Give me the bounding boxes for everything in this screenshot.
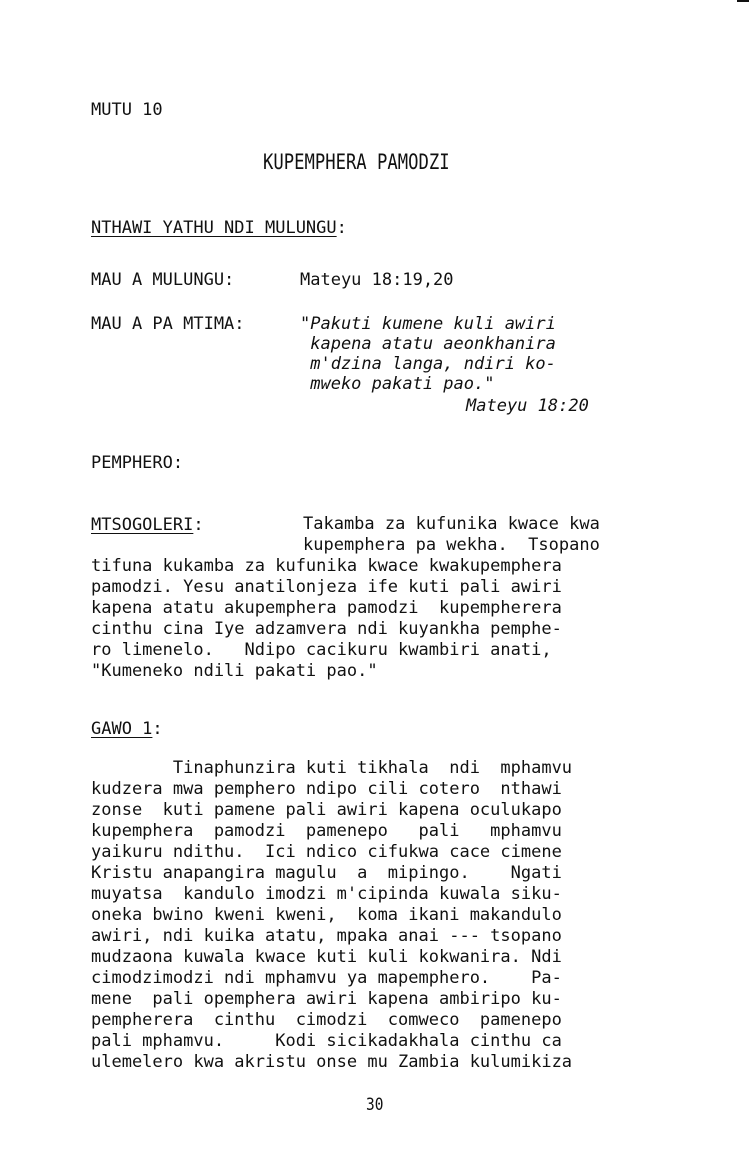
memory-verse-reference: Mateyu 18:20 (466, 396, 589, 416)
paragraph-line: kupemphera pa wekha. Tsopano (303, 535, 600, 555)
paragraph-line: Kristu anapangira magulu a mipingo. Ngati (91, 863, 562, 883)
quote-line: mweko pakati pao." (300, 374, 495, 394)
paragraph-line: pali mphamvu. Kodi sicikadakhala cinthu ca (91, 1031, 562, 1051)
mau-a-mulungu-value: Mateyu 18:19,20 (300, 270, 454, 290)
quote-line: kapena atatu aeonkhanira (300, 334, 556, 354)
paragraph-line: pamodzi. Yesu anatilonjeza ife kuti pali awiri (91, 577, 562, 597)
gawo-heading (91, 719, 163, 739)
paragraph-line: kudzera mwa pemphero ndipo cili cotero nthawi (91, 779, 562, 799)
mtsogoleri-label (91, 515, 204, 535)
paragraph-line: cimodzimodzi ndi mphamvu ya mapemphero. Pa- (91, 968, 562, 988)
paragraph-line: ro limenelo. Ndipo cacikuru kwambiri anati, (91, 640, 552, 660)
paragraph-line: oneka bwino kweni kweni, koma ikani makandulo (91, 905, 562, 925)
gawo-heading-text: GAWO 1 (91, 719, 153, 739)
chapter-label: MUTU 10 (91, 100, 163, 120)
paragraph-line: kupemphera pamodzi pamenepo pali mphamvu (91, 821, 562, 841)
theme-heading (91, 218, 347, 238)
page-number: 30 (366, 1095, 384, 1115)
paragraph-line: mene pali opemphera awiri kapena ambiripo ku- (91, 989, 562, 1009)
paragraph-line: zonse kuti pamene pali awiri kapena oculukapo (91, 800, 562, 820)
theme-heading-colon: : (336, 218, 347, 238)
pemphero-heading: PEMPHERO: (91, 453, 184, 473)
paragraph-line: yaikuru ndithu. Ici ndico cifukwa cace cimene (91, 842, 562, 862)
paragraph-line: cinthu cina Iye adzamvera ndi kuyankha pemphe- (91, 619, 562, 639)
mau-a-mulungu-label: MAU A MULUNGU: (91, 270, 235, 290)
memory-verse-quote (300, 314, 556, 394)
paragraph-line: muyatsa kandulo imodzi m'cipinda kuwala siku- (91, 884, 562, 904)
paragraph-line: tifuna kukamba za kufunika kwace kwakupemphera (91, 556, 562, 576)
mtsogoleri-paragraph (91, 556, 671, 682)
quote-line: "Pakuti kumene kuli awiri (300, 314, 556, 334)
paragraph-line: kapena atatu akupemphera pamodzi kupempherera (91, 598, 562, 618)
mtsogoleri-label-colon: : (193, 515, 204, 535)
paragraph-line: Takamba za kufunika kwace kwa (303, 514, 600, 534)
gawo-paragraph (91, 758, 671, 1073)
mtsogoleri-first-lines (303, 514, 673, 556)
paragraph-line: mudzaona kuwala kwace kuti kuli kokwanira. Ndi (91, 947, 562, 967)
paragraph-line: awiri, ndi kuika atatu, mpaka anai --- tsopano (91, 926, 562, 946)
paragraph-line: pempherera cinthu cimodzi comweco pamenepo (91, 1010, 562, 1030)
gawo-heading-colon: : (152, 719, 163, 739)
mau-a-pa-mtima-label: MAU A PA MTIMA: (91, 314, 245, 334)
paragraph-line: "Kumeneko ndili pakati pao." (91, 661, 378, 681)
paragraph-line: ulemelero kwa akristu onse mu Zambia kulumikiza (91, 1052, 573, 1072)
theme-heading-text: NTHAWI YATHU NDI MULUNGU (91, 218, 337, 238)
paragraph-line: Tinaphunzira kuti tikhala ndi mphamvu (91, 758, 573, 778)
scan-edge-mark (737, 0, 749, 2)
page-title: KUPEMPHERA PAMODZI (263, 150, 450, 174)
quote-line: m'dzina langa, ndiri ko- (300, 354, 556, 374)
mtsogoleri-label-text: MTSOGOLERI (91, 515, 194, 535)
